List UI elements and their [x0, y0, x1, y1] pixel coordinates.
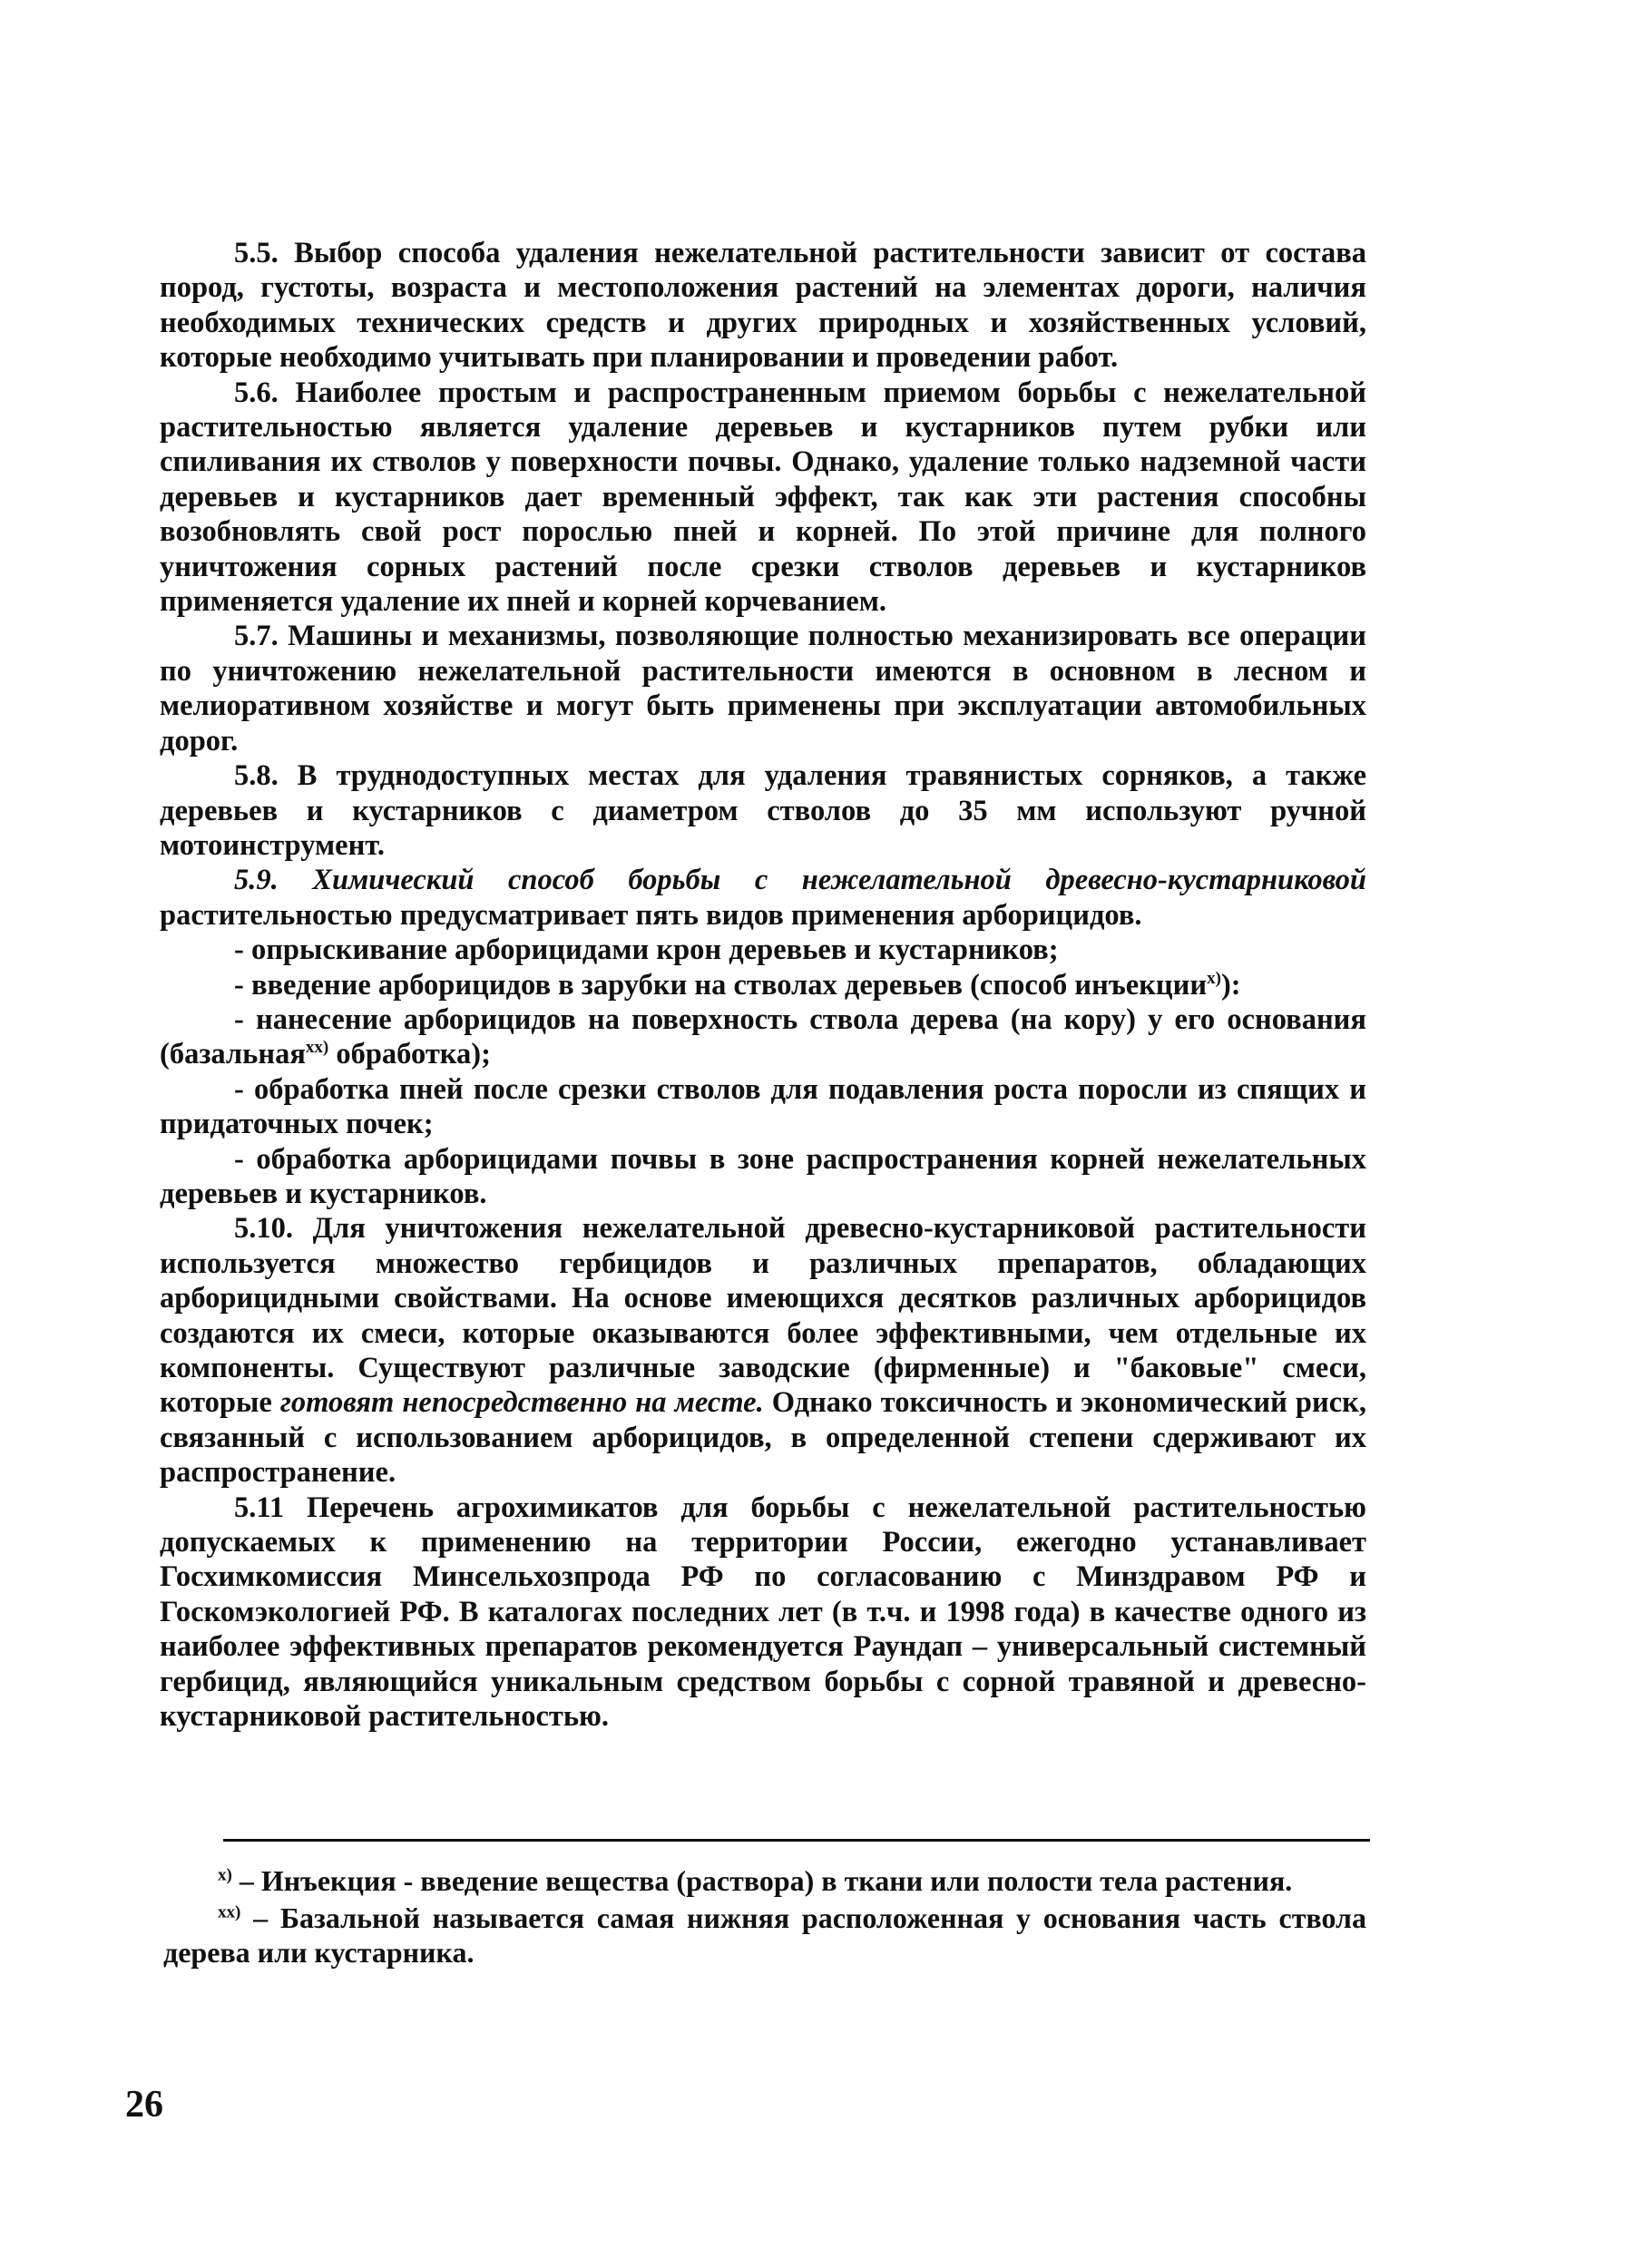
paragraph-5-7-text: 5.7. Машины и механизмы, позволяющие полностью механизировать все операции по уничтожению нежелательной растительности имеются в основном в лесном и мелиоративном хозяйстве и могут быть применены при эксплуатации автомобильных дорог. [160, 620, 1366, 758]
paragraph-5-8-text: 5.8. В труднодоступных местах для удаления травянистых сорняков, а также деревьев и кустарников с диаметром стволов до 35 мм используют ручной мотоинструмент. [160, 759, 1366, 862]
list-item-text: - обработка пней после срезки стволов для подавления роста поросли из спящих и придаточных почек; [160, 1072, 1366, 1141]
list-item-text-after: обработка); [328, 1038, 491, 1071]
footnote-ref-1: х) [1207, 968, 1221, 988]
list-item-text: - опрыскивание арборицидами крон деревьев и кустарников; [234, 934, 1059, 967]
paragraph-5-9 [160, 863, 1366, 933]
paragraph-5-10-text: 5.10. Для уничтожения нежелательной древесно-кустарниковой растительности используется множество гербицидов и различных препаратов, обладающих арборицидными свойствами. На основе имеющихся десятков различных арборицидов создаются их смеси, которые оказываются более эффективными, чем отдельные их компоненты. Существуют различные заводские (фирменные) и "баковые" смеси, которые [160, 1212, 1366, 1420]
list-item-spraying [160, 933, 1366, 967]
footnote-text: – Инъекция - введение вещества (раствора) в ткани или полости тела растения. [231, 1864, 1293, 1897]
paragraph-5-8 [160, 758, 1366, 863]
paragraph-5-11 [160, 1491, 1366, 1735]
paragraph-5-10-rest: Однако токсичность и экономический риск, связанный с использованием арборицидов, в определенной степени сдерживают их распространение. [160, 1386, 1366, 1490]
paragraph-5-7 [160, 619, 1366, 758]
list-item-text: - введение арборицидов в зарубки на стволах деревьев (способ инъекции [234, 968, 1208, 1002]
list-item-text: - нанесение арборицидов на поверхность ствола дерева (на кору) у его основания (базальная [160, 1002, 1366, 1071]
list-item-soil [160, 1142, 1366, 1212]
list-item-basal [160, 1002, 1366, 1072]
list-item-text: - обработка арборицидами почвы в зоне распространения корней нежелательных деревьев и кустарников. [160, 1142, 1366, 1210]
footnote-divider [223, 1839, 1370, 1842]
paragraph-5-10-italic: готовят непосредственно на месте. [279, 1386, 764, 1420]
paragraph-5-6 [160, 376, 1366, 620]
footnote-mark: хх) [218, 1901, 241, 1921]
paragraph-5-9-italic: 5.9. Химический способ борьбы с нежелательной древесно-кустарниковой [234, 864, 1366, 897]
paragraph-5-5-text: 5.5. Выбор способа удаления нежелательной растительности зависит от состава пород, густоты, возраста и местоположения растений на элементах дороги, наличия необходимых технических средств и других природных и хозяйственных условий, которые необходимо учитывать при планировании и проведении работ. [160, 237, 1366, 375]
footnote-mark: х) [218, 1865, 232, 1885]
page-number: 26 [125, 2084, 163, 2126]
list-item-stumps [160, 1072, 1366, 1142]
footnote-text: – Базальной называется самая нижняя расположенная у основания часть ствола дерева или кустарника. [163, 1901, 1366, 1969]
footnote-ref-2: хх) [305, 1038, 329, 1058]
footnotes [163, 1863, 1366, 1972]
paragraph-5-5 [160, 236, 1366, 376]
footnote-basal [163, 1901, 1366, 1970]
body-text [160, 236, 1366, 1734]
paragraph-5-9-rest: растительностью предусматривает пять видов применения арборицидов. [160, 898, 1142, 932]
list-item-injection [160, 968, 1366, 1002]
footnote-injection [163, 1863, 1366, 1899]
list-item-text-after: ): [1220, 968, 1241, 1002]
paragraph-5-6-text: 5.6. Наиболее простым и распространенным приемом борьбы с нежелательной растительностью является удаление деревьев и кустарников путем рубки или спиливания их стволов у поверхности почвы. Однако, удаление только надземной части деревьев и кустарников дает временный эффект, так как эти растения способны возобновлять свой рост порослью пней и корней. По этой причине для полного уничтожения сорных растений после срезки стволов деревьев и кустарников применяется удаление их пней и корней корчеванием. [160, 376, 1366, 619]
paragraph-5-10 [160, 1211, 1366, 1490]
paragraph-5-11-text: 5.11 Перечень агрохимикатов для борьбы с нежелательной растительностью допускаемых к применению на территории России, ежегодно устанавливает Госхимкомиссия Минсельхозпрода РФ по согласованию с Минздравом РФ и Госкомэкологией РФ. В каталогах последних лет (в т.ч. и 1998 года) в качестве одного из наиболее эффективных препаратов рекомендуется Раундап – универсальный системный гербицид, являющийся уникальным средством борьбы с сорной травяной и древесно-кустарниковой растительностью. [160, 1491, 1366, 1734]
